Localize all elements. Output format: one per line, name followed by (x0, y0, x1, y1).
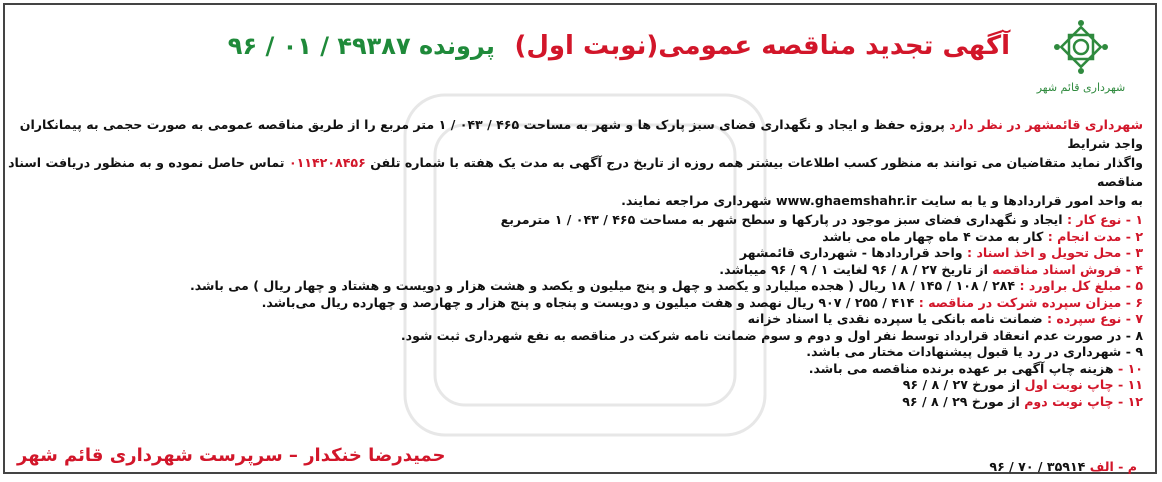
list-item (3, 245, 1143, 262)
intro-line2b: تماس حاصل نموده و به منظور دریافت اسناد مناقصه (8, 155, 1143, 189)
intro-lead: شهرداری قائمشهر در نظر دارد (949, 117, 1143, 132)
item-key: ۳ - محل تحویل و اخذ اسناد : (967, 245, 1143, 260)
item-key: ۶ - میزان سپرده شرکت در مناقصه : (918, 294, 1143, 310)
list-item (3, 344, 1143, 361)
website-link[interactable]: www.ghaemshahr.ir (775, 193, 917, 208)
reference-number (989, 459, 1137, 474)
item-text: ۹ - شهرداری در رد یا قبول پیشنهادات مختار می باشد. (806, 344, 1143, 359)
item-text: از مورخ ۲۹ / ۸ / ۹۶ (902, 393, 1025, 409)
item-key: ۴ - فروش اسناد مناقصه (992, 261, 1143, 277)
item-text: از تاریخ ۲۷ / ۸ / ۹۶ لغایت ۱ / ۹ / ۹۶ میباشد. (719, 261, 993, 277)
conditions-list (3, 212, 1143, 410)
item-text: ۸ - در صورت عدم انعقاد قرارداد توسط نفر اول و دوم و سوم ضمانت نامه شرکت در مناقصه به نفع شهرداری ثبت شود. (400, 327, 1143, 343)
intro-paragraph (3, 115, 1143, 210)
item-key: ۱۰ - (1113, 360, 1143, 376)
list-item (3, 394, 1143, 411)
item-text: از مورخ ۲۷ / ۸ / ۹۶ (902, 377, 1025, 392)
list-item (3, 295, 1143, 312)
item-text: ضمانت نامه بانکی یا سپرده نقدی یا اسناد خزانه (747, 311, 1048, 326)
item-text: ۲۸۴ / ۱۰۸ / ۱۴۵ / ۱۸ ریال ( هجده میلیارد و یکصد و چهل و پنج میلیون و یکصد و هشت هزار و دویست و هشتاد و چهار ریال ) می باشد. (190, 278, 1020, 293)
municipality-logo (1015, 17, 1147, 94)
item-key: ۷ - نوع سپرده : (1047, 311, 1143, 326)
list-item (3, 278, 1143, 295)
list-item (3, 377, 1143, 394)
municipality-emblem-icon (1051, 17, 1111, 77)
item-text: کار به مدت ۴ ماه چهار ماه می باشد (822, 228, 1048, 244)
list-item (3, 361, 1143, 378)
notice-title-row (160, 31, 1010, 61)
tender-notice (3, 3, 1157, 474)
intro-line2a: واگذار نماید متقاضیان می توانند به منظور کسب اطلاعات بیشتر همه روزه از تاریخ درج آگهی به مدت یک هفته با شماره تلفن (365, 155, 1143, 170)
item-key: ۲ - مدت انجام : (1047, 228, 1143, 244)
notice-title: آگهی تجدید مناقصه عمومی(نوبت اول) (514, 31, 1010, 61)
item-text: ۴۱۴ / ۲۵۵ / ۹۰۷ ریال نهصد و هفت میلیون و دویست و پنجاه و پنج هزار و چهارصد و چهارده ریال می‌باشد. (261, 294, 919, 310)
reference-key: م - الف (1089, 459, 1137, 474)
item-key: ۱۲ - چاپ نوبت دوم (1024, 393, 1143, 409)
item-text: واحد قراردادها - شهرداری قائمشهر (739, 245, 968, 260)
reference-text: ۳۵۹۱۴ / ۷۰ / ۹۶ (989, 459, 1090, 474)
item-text: هزینه چاپ آگهی بر عهده برنده مناقصه می باشد. (808, 360, 1114, 376)
list-item (3, 311, 1143, 328)
item-key: ۱۱ - چاپ نوبت اول (1024, 377, 1143, 392)
intro-line3b: شهرداری مراجعه نمایند. (621, 193, 776, 208)
intro-line3a: به واحد امور قراردادها و یا به سایت (916, 193, 1143, 208)
signature: حمیدرضا خنکدار – سرپرست شهرداری قائم شهر (17, 445, 446, 466)
list-item (3, 262, 1143, 279)
item-key: ۵ - مبلغ کل براورد : (1019, 278, 1143, 293)
phone-number: ۰۱۱۴۲۰۸۴۵۶ (288, 155, 366, 170)
notice-body (3, 115, 1143, 410)
list-item (3, 229, 1143, 246)
item-text: ایجاد و نگهداری فضای سبز موجود در پارکها و سطح شهر به مساحت ۴۶۵ / ۰۴۳ / ۱ مترمربع (500, 212, 1067, 227)
item-key: ۱ - نوع کار : (1066, 212, 1143, 227)
intro-line1: پروژه حفظ و ایجاد و نگهداری فضای سبز پارک ها و شهر به مساحت ۴۶۵ / ۰۴۳ / ۱ متر مربع را از طریق مناقصه عمومی به صورت حجمی به پیمانکاران واجد شرایط (19, 117, 1143, 151)
list-item (3, 328, 1143, 345)
logo-caption: شهرداری قائم شهر (1036, 81, 1126, 94)
list-item (3, 212, 1143, 229)
file-number: پرونده ۴۹۳۸۷ / ۰۱ / ۹۶ (227, 32, 495, 60)
